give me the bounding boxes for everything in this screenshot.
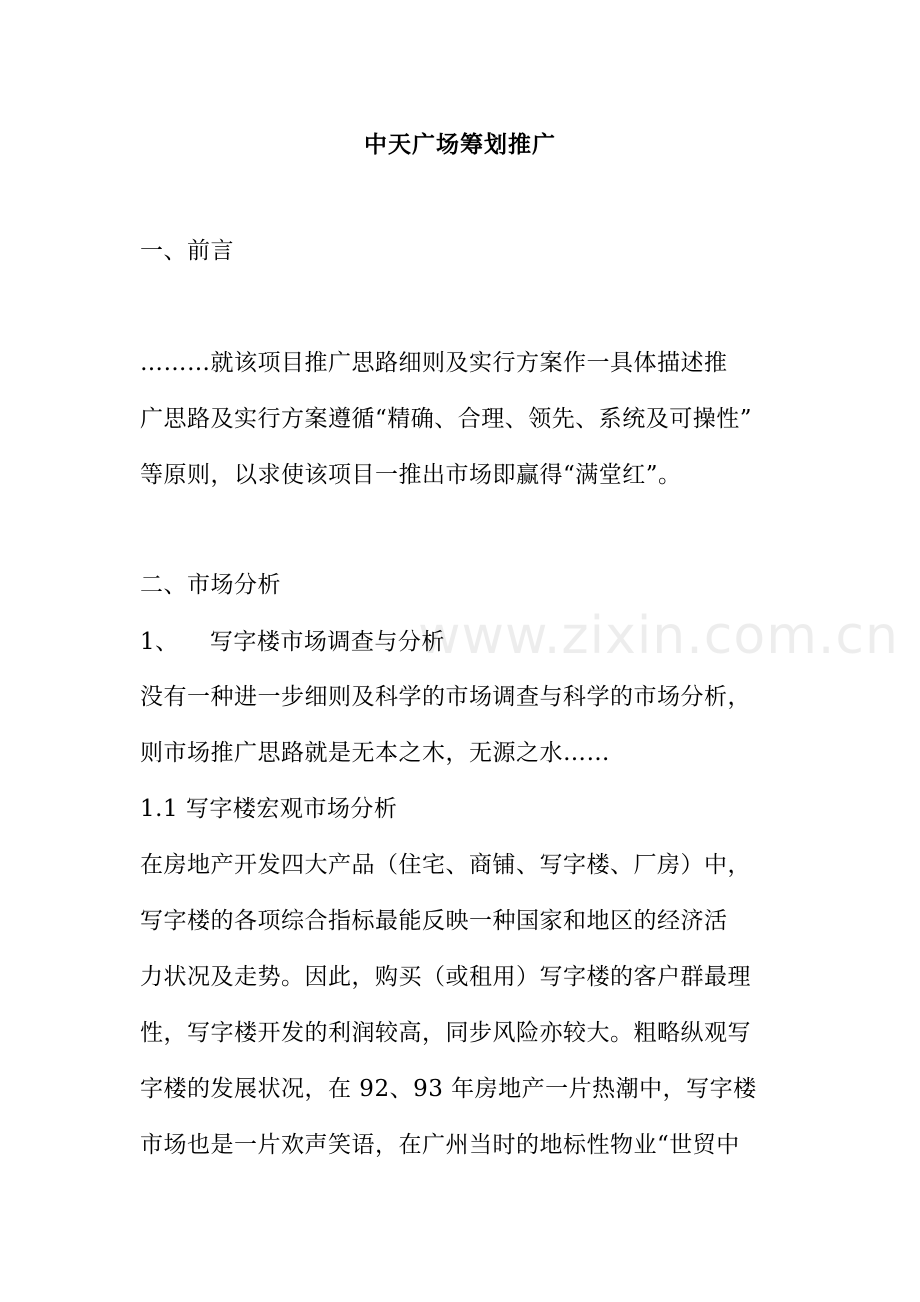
macro-line-2: 写字楼的各项综合指标最能反映一种国家和地区的经济活 (140, 908, 728, 934)
macro-line-5: 字楼的发展状况，在 92、93 年房地产一片热潮中，写字楼 (140, 1076, 757, 1102)
market-analysis-heading: 二、市场分析 (140, 572, 281, 598)
macro-line-3: 力状况及走势。因此，购买（或租用）写字楼的客户群最理 (140, 964, 751, 990)
preface-line-3: 等原则，以求使该项目一推出市场即赢得“满堂红”。 (140, 462, 682, 488)
office-market-line-2: 则市场推广思路就是无本之木，无源之水…… (140, 740, 610, 766)
preface-heading: 一、前言 (140, 238, 234, 264)
macro-line-4: 性，写字楼开发的利润较高，同步风险亦较大。粗略纵观写 (140, 1020, 751, 1046)
preface-line-1: ………就该项目推广思路细则及实行方案作一具体描述推 (140, 350, 728, 376)
office-market-line-1: 没有一种进一步细则及科学的市场调查与科学的市场分析， (140, 684, 751, 710)
macro-line-1: 在房地产开发四大产品（住宅、商铺、写字楼、厂房）中， (140, 852, 751, 878)
office-market-heading: 1、 写字楼市场调查与分析 (140, 629, 445, 655)
macro-analysis-heading: 1.1 写字楼宏观市场分析 (140, 796, 398, 822)
watermark: www.zixin.com.cn (418, 606, 899, 666)
macro-line-6: 市场也是一片欢声笑语，在广州当时的地标性物业“世贸中 (140, 1132, 740, 1158)
preface-line-2: 广思路及实行方案遵循“精确、合理、领先、系统及可操性” (140, 406, 753, 432)
document-title: 中天广场筹划推广 (364, 131, 556, 158)
